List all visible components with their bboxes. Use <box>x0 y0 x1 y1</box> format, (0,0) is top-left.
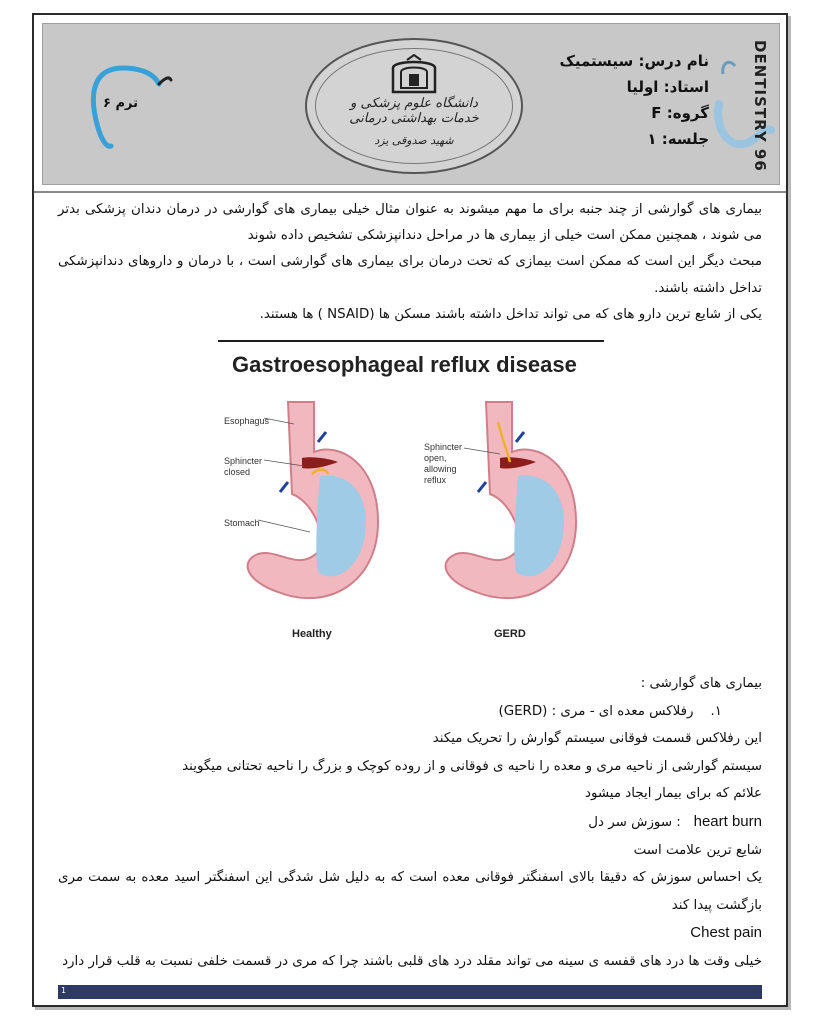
body-line: سیستم گوارشی از ناحیه مری و معده را ناحیه ی فوقانی و از روده کوچک و بزرگ را ناحیه تحتانی میگویند <box>182 758 762 774</box>
body-line: یک احساس سوزش که دقیقا بالای اسفنگتر فوقانی معده است که به دلیل شل شدگی این اسفنگتر اسید معده به سمت مری بازگشت پیدا کند <box>58 870 762 913</box>
heartburn-line <box>58 808 762 837</box>
section-heading: بیماری های گوارشی : <box>640 676 762 691</box>
dentistry-brand: DENTISTRY 96 <box>751 40 769 172</box>
stomach-diagram <box>218 382 604 632</box>
university-emblem-icon <box>387 54 441 94</box>
page-number: 1 <box>61 986 67 995</box>
teacher-name: استاد: اولیا <box>626 78 709 96</box>
chest-pain-heading <box>58 919 762 948</box>
label-sphincter-closed: Sphincter closed <box>224 456 263 477</box>
label-esophagus: Esophagus <box>224 416 270 426</box>
body-line: شایع ترین علامت است <box>633 842 762 858</box>
document-page <box>32 13 788 1007</box>
gerd-stomach <box>446 402 576 598</box>
heartburn-translation: : سوزش سر دل <box>588 814 681 830</box>
heartburn-term: heart burn <box>693 812 762 830</box>
footer-bar <box>58 985 762 999</box>
list-number: ۱. <box>710 703 722 719</box>
intro-text <box>58 197 762 328</box>
body-line: علائم که برای بیمار ایجاد میشود <box>584 786 762 802</box>
list-item-text: رفلاکس معده ای - مری : (GERD) <box>498 703 694 719</box>
group-name: گروه: F <box>651 104 709 122</box>
label-sphincter-open: Sphincter open, allowing reflux <box>424 442 463 485</box>
body-line: این رفلاکس قسمت فوقانی سیستم گوارش را تحریک میکند <box>432 731 762 747</box>
list-item <box>58 698 762 726</box>
term-label: ترم ۶ <box>103 96 138 111</box>
healthy-stomach <box>248 402 378 598</box>
body-line: خیلی وقت ها درد های قفسه ی سینه می تواند مقلد درد های قلبی باشند چرا که مری در قسمت خلفی نسبت به قلب قرار دارد <box>62 953 762 969</box>
body-text <box>58 670 762 976</box>
paragraph: یکی از شایع ترین دارو های که می تواند تداخل داشته باشند مسکن ها (NSAID ) ها هستند. <box>259 306 762 322</box>
header-divider <box>34 191 786 193</box>
gerd-illustration <box>218 340 604 652</box>
university-city: شهید صدوقی یزد <box>374 134 454 147</box>
paragraph: بیماری های گوارشی از چند جنبه برای ما مهم میشوند به عنوان مثال خیلی بیماری های گوارشی در درمان دندان پزشکی بدتر می شوند ، همچنین ممکن است خیلی از بیماری ها در مراحل دندانپزشکی تشخیص داده شوند <box>58 202 762 244</box>
chest-pain-term: Chest pain <box>690 924 762 942</box>
caption-healthy: Healthy <box>292 628 332 640</box>
paragraph: مبحث دیگر این است که ممکن است بیمازی که تحت درمان برای بیماری های گوارشی است ، با درمان و داروهای دندانپزشکی تداخل داشته باشند. <box>58 254 762 296</box>
course-meta <box>489 48 709 152</box>
caption-gerd: GERD <box>494 628 526 640</box>
page-header <box>42 23 780 185</box>
session-number: جلسه: ۱ <box>647 130 709 148</box>
figure-title: Gastroesophageal reflux disease <box>232 352 577 377</box>
label-stomach: Stomach <box>224 518 260 528</box>
university-name: دانشگاه علوم پزشکی و خدمات بهداشتی درمانی <box>349 96 479 126</box>
course-name: نام درس: سیستمیک <box>559 52 709 70</box>
